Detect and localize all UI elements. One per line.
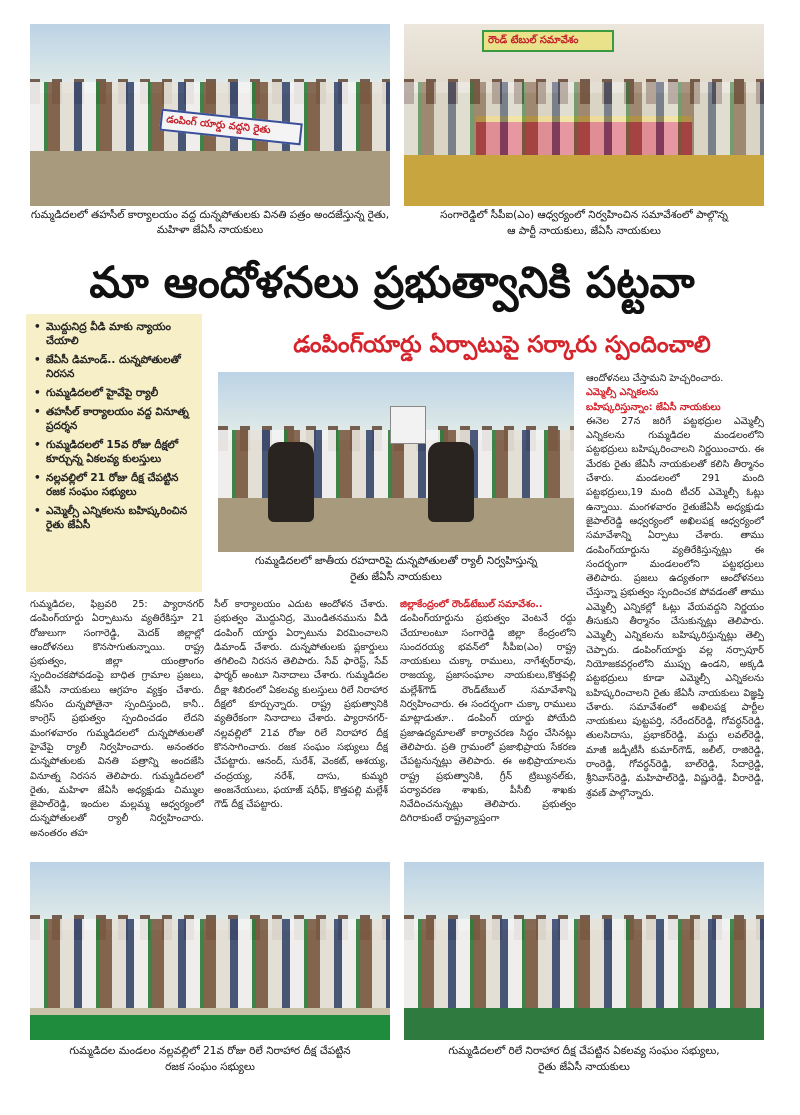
photo-bottom-right xyxy=(404,862,764,1040)
highlight-item: • నల్లవల్లిలో 21 రోజు దీక్ష చేపట్టిన రజక సంఘం సభ్యులు xyxy=(34,471,198,499)
caption-top-right-1: సంగారెడ్డిలో సీపీఐ(ఎం) ఆధ్వర్యంలో నిర్వహించిన సమావేశంలో పాల్గొన్న xyxy=(440,209,728,221)
caption-bottom-right-1: గుమ్మడిదలలో రిలే నిరాహార దీక్ష చేపట్టిన ఏకలవ్య సంఘం సభ్యులు, xyxy=(448,1045,720,1057)
highlight-item: • జేఏసీ డిమాండ్.. దున్నపోతులతో నిరసన xyxy=(34,353,198,381)
caption-bottom-left-1: గుమ్మడిదల మండలం నల్లవల్లిలో 21వ రోజు రిలే నిరాహార దీక్ష చేపట్టిన xyxy=(69,1045,351,1057)
highlight-item: • మొద్దునిద్ర వీడి మాకు న్యాయం చేయాలి xyxy=(34,320,198,348)
subheadline: డంపింగ్‌యార్డు ఏర్పాటుపై సర్కారు స్పందించాలి xyxy=(293,332,711,358)
article-column-1: గుమ్మడిదల, ఫిబ్రవరి 25: ప్యారానగర్ డంపింగ్‌యార్డు ఏర్పాటును వ్యతిరేకిస్తూ 21 రోజులుగా సంగారెడ్డి, మెదక్ జిల్లాల్లో ఆందోళనలు కొనసాగుతున్నాయి. రాష్ట్ర ప్రభుత్వం, జిల్లా యంత్రాంగం స్పందించకపోవడంపై బాధిత గ్రామాల ప్రజలు, జేఏసీ నాయకులు ఆగ్రహం వ్యక్తం చేశారు. కనీసం దున్నపోతైనా స్పందిస్తుంది, కానీ.. కాంగ్రెస్ ప్రభుత్వం స్పందించడం లేదని మంగళవారం గుమ్మడిదలలో దున్నపోతులతో హైవేపై ర్యాలీ నిర్వహించారు. అనంతరం దున్నపోతులకు వినతి పత్రాన్ని అందజేసి వినూత్న నిరసన తెలిపారు. గుమ్మడిదలలో రైతు, మహిళా జేఏసీ అధ్యక్షుడు చిమ్ముల జైపాల్‌రెడ్డి, ఇందుల మల్లమ్మ ఆధ్వర్యంలో దున్నపోతులతో ర్యాలీ నిర్వహించారు. అనంతరం తహ xyxy=(30,599,204,839)
column-3-body: డంపింగ్‌యార్డును ప్రభుత్వం వెంటనే రద్దు చేయాలంటూ సంగారెడ్డి జిల్లా కేంద్రంలోని సుందరయ్య భవన్‌లో సీపీఐ(ఎం) రాష్ట్ర నాయకులు చుక్కా రాములు, నాగేశ్వర్‌రావు, రాజయ్య, ప్రజాసంఘాల నాయకులు,కొత్తపల్లి మల్లేశ్‌గౌడ్ రౌండ్‌టేబుల్ సమావేశాన్ని నిర్వహించారు. ఈ సందర్భంగా చుక్కా రాములు మాట్లాడుతూ.. డంపింగ్ యార్డు పోయేది ప్రజాఉద్యమాలతో కార్యాచరణ సిద్ధం చేసినట్లు తెలిపారు. ప్రతి గ్రామంలో ప్రజాభిప్రాయ సేకరణ చేపట్టనున్నట్లు తెలిపారు. ఈ అభిప్రాయాలను రాష్ట్ర ప్రభుత్వానికి, గ్రీన్ ట్రిబ్యునల్‌కు, పర్యావరణ శాఖకు, పీసీబీ శాఖకు నివేదించనున్నట్లు తెలిపారు. ప్రభుత్వం దిగిరాకుంటే రాష్ట్రవ్యాప్తంగా xyxy=(400,613,576,825)
article-column-3 xyxy=(400,598,576,854)
column-3-subhead: జిల్లాకేంద్రంలో రౌండ్‌టేబుల్ సమావేశం.. xyxy=(400,599,543,610)
placard xyxy=(390,406,426,444)
photo-bottom-left xyxy=(30,862,390,1040)
highlight-item: • ఎమ్మెల్సీ ఎన్నికలను బహిష్కరించిన రైతు జేఏసీ xyxy=(34,504,198,532)
article-column-right xyxy=(586,372,764,856)
highlight-item: • తహసీల్ కార్యాలయం వద్ద వినూత్న ప్రదర్శన xyxy=(34,405,198,433)
buffalo-figure xyxy=(268,442,314,522)
banner-top-left: డంపింగ్ యార్డు వద్దని రైతు xyxy=(159,109,303,146)
buffalo-figure xyxy=(428,442,474,522)
article-column-2: సీల్ కార్యాలయం ఎదుట ఆందోళన చేశారు. ప్రభుత్వం మొద్దునిద్ర, మొండితనమును వీడి డంపింగ్ యార్డు ఏర్పాటును విరమించాలని డిమాండ్ చేశారు. దున్నపోతులకు ప్లకార్డులు తగిలించి నిరసన తెలిపారు. సేవ్ ఫారెస్ట్, సేవ్ ఫార్మర్ అంటూ నినాదాలు చేశారు. గుమ్మడిదల దీక్షా శిబిరంలో ఏకలవ్య కులస్తులు రిలే నిరాహార దీక్షలో కూర్చున్నారు. రాష్ట్ర ప్రభుత్వానికి వ్యతిరేకంగా నినాదాలు చేశారు. ప్యారానగర్-నల్లవల్లిలో 21వ రోజు రిలే నిరాహార దీక్ష కొనసాగించారు. రజక సంఘం సభ్యులు దీక్ష చేపట్టారు. ఆనంద్, సురేశ్, వెంకట్, ఆశయ్య, చంద్రయ్య, నరేశ్, దాసు, కుమ్మరి అంజనేయులు, ఫయాజ్ షరీఫ్, కొత్తపల్లి మల్లేశ్ గౌడ్ దీక్ష చేపట్టారు. xyxy=(214,599,388,811)
caption-center-2: రైతు జేఏసీ నాయకులు xyxy=(350,571,442,583)
caption-center-1: గుమ్మడిదలలో జాతీయ రహదారిపై దున్నపోతులతో ర్యాలీ నిర్వహిస్తున్న xyxy=(254,555,538,567)
highlight-item: • గుమ్మడిదలలో 15వ రోజు దీక్షలో కూర్చున్న ఏకలవ్య కులస్తులు xyxy=(34,438,198,466)
right-subhead-1: ఎమ్మెల్సీ ఎన్నికలను xyxy=(586,387,659,399)
caption-top-left: గుమ్మడిదలలో తహసీల్ కార్యాలయం వద్ద దున్నపోతులకు వినతి పత్రం అందజేస్తున్న రైతు, మహిళా జేఏసీ నాయకులు xyxy=(30,209,390,236)
photo-center xyxy=(218,372,574,552)
caption-top-right-2: ఆ పార్టీ నాయకులు, జేఏసీ నాయకులు xyxy=(507,225,661,237)
photo-top-right xyxy=(404,24,764,206)
caption-bottom-right-2: రైతు జేఏసీ నాయకులు xyxy=(538,1061,630,1073)
right-subhead-2: బహిష్కరిస్తున్నాం: జేఏసీ నాయకులు xyxy=(586,401,721,413)
banner-top-right: రౌండ్ టేబుల్ సమావేశం xyxy=(482,30,614,52)
right-body: ఈనెల 27న జరిగే పట్టభద్రుల ఎమ్మెల్సీ ఎన్నికలను గుమ్మడిదల మండలంలోని పట్టభద్రులు బహిష్కరించాలని నిర్ణయించారు. ఈ మేరకు రైతు జేఏసీ నాయకులతో కలిసి తీర్మానం చేశారు. మండలంలో 291 మంది పట్టభద్రులు,19 మంది టీచర్ ఎమ్మెల్సీ ఓట్లు ఉన్నాయి. మంగళవారం రైతుజేఏసీ అధ్యక్షుడు జైపాల్‌రెడ్డి ఆధ్వర్యంలో అఖిలపక్ష ఆధ్వర్యంలో సమావేశాన్ని ఏర్పాటు చేశారు. తాము డంపింగ్‌యార్డును వ్యతిరేకిస్తున్నట్లు ఈ సందర్భంగా మండలంలోని పట్టభద్రులు తెలిపారు. ప్రజలు ఉద్యతంగా ఆందోళనలు చేస్తున్నా ప్రభుత్వం స్పందించక పోవడంతో తాము ఎమ్మెల్సీ ఎన్నికల్లో ఓట్లు వేయవద్దని నిర్ణయం తీసుకుని తీర్మానం చేసుకున్నట్లు తెలిపారు. ఎమ్మెల్సీ ఎన్నికలను బహిష్కరిస్తున్నట్లు తెల్పి చెప్పారు. డంపింగ్‌యార్డు వల్ల నర్సాపూర్ నియోజకవర్గంలోని ముప్పు ఉండని, అక్కడి పట్టభద్రులు కూడా ఎమ్మెల్సీ ఎన్నికలను బహిష్కరించాలని రైతు జేఏసీ నాయకులు విజ్ఞప్తి చేశారు. సమావేశంలో అఖిలపక్ష పార్టీల నాయకులు పుట్టపర్తి, నరేందర్‌రెడ్డి, గోవర్ధన్‌రెడ్డి, తులసిదాసు, ప్రభాకర్‌రెడ్డి, మద్దు లవల్‌రెడ్డి, మాజీ జడ్పీటీసీ కుమార్‌గౌడ్, జలీల్, రాజిరెడ్డి, రాంరెడ్డి, గోవర్ధన్‌రెడ్డి, బాల్‌రెడ్డి, సేదార్రెడ్డి, శ్రీనివాస్‌రెడ్డి, మహిపాల్‌రెడ్డి, విష్ణురెడ్డి, వీరారెడ్డి, శ్రవణ్ పాల్గొన్నారు. xyxy=(586,415,764,799)
highlight-item: • గుమ్మడిదలలో హైవేపై ర్యాలీ xyxy=(34,386,198,400)
right-lead: ఆందోళనలు చేస్తామని హెచ్చరించారు. xyxy=(586,373,724,384)
highlights-box xyxy=(26,314,202,592)
headline: మా ఆందోళనలు ప్రభుత్వానికి పట్టవా xyxy=(89,258,695,308)
photo-top-left xyxy=(30,24,390,206)
caption-bottom-left-2: రజక సంఘం సభ్యులు xyxy=(165,1061,255,1073)
